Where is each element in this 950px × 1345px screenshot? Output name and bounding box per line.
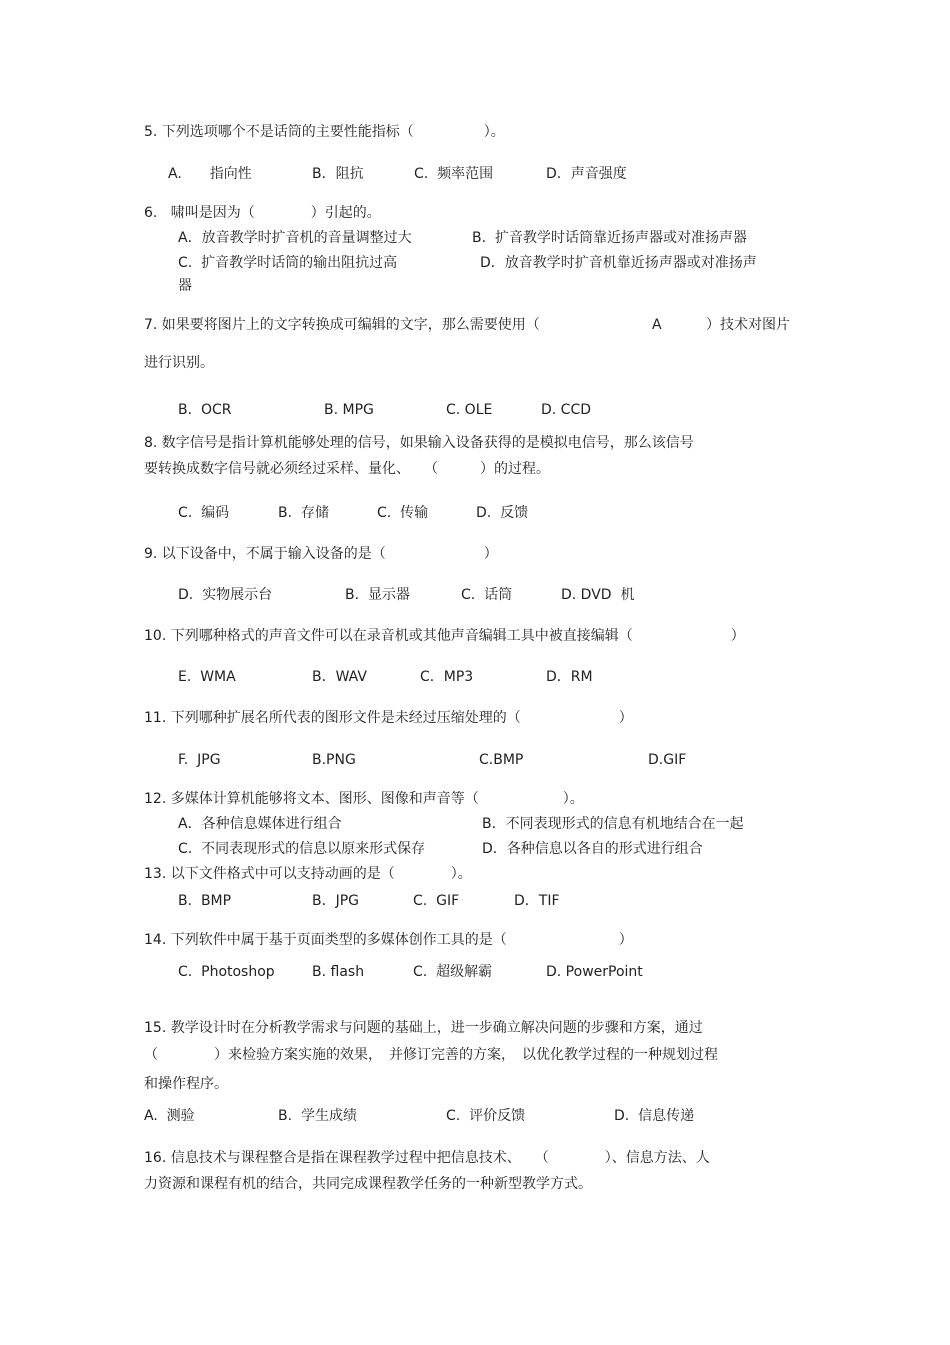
question-14-option-c: C. 超级解霸 — [413, 964, 493, 980]
question-11-stem: 11. 下列哪种扩展名所代表的图形文件是未经过压缩处理的（ ） — [144, 710, 633, 726]
question-7-stem: 7. 如果要将图片上的文字转换成可编辑的文字，那么需要使用（ — [144, 317, 540, 333]
question-8-option-a: C. 编码 — [178, 505, 230, 521]
question-9-option-d: D. DVD 机 — [561, 587, 635, 603]
question-6-option-d-continued: 器 — [178, 278, 192, 294]
question-10-stem: 10. 下列哪种格式的声音文件可以在录音机或其他声音编辑工具中被直接编辑（ ） — [144, 628, 745, 644]
question-15-line3: 和操作程序。 — [144, 1076, 228, 1092]
question-10-option-c: C．MP3 — [420, 669, 474, 685]
question-14-option-b: B. flash — [312, 964, 365, 980]
question-12-option-c: C. 不同表现形式的信息以原来形式保存 — [178, 841, 426, 857]
question-13-option-b: B．JPG — [312, 893, 360, 909]
question-6-option-c: C. 扩音教学时话筒的输出阻抗过高 — [178, 255, 398, 271]
question-10-option-b: B．WAV — [312, 669, 367, 685]
question-5-stem: 5. 下列选项哪个不是话筒的主要性能指标（ ）。 — [144, 124, 505, 140]
question-6-option-b: B. 扩音教学时话筒靠近扬声器或对准扬声器 — [472, 230, 747, 246]
question-11-option-d: D.GIF — [648, 752, 687, 768]
question-7-option-a: B. OCR — [178, 402, 232, 418]
question-7-option-d: D. CCD — [541, 402, 592, 418]
question-5-option-b: B．阻抗 — [312, 166, 364, 182]
question-7-stem-line2: 进行识别。 — [144, 355, 214, 371]
question-13-stem: 13. 以下文件格式中可以支持动画的是（ ）。 — [144, 866, 472, 882]
question-11-option-a: F. JPG — [178, 752, 221, 768]
question-5-option-c: C. 频率范围 — [414, 166, 494, 182]
question-10-option-d: D．RM — [546, 669, 593, 685]
question-12-option-b: B．不同表现形式的信息有机地结合在一起 — [482, 816, 744, 832]
question-14-option-d: D. PowerPoint — [546, 964, 643, 980]
question-12-stem: 12. 多媒体计算机能够将文本、图形、图像和声音等（ ）。 — [144, 791, 584, 807]
question-13-option-a: B. BMP — [178, 893, 232, 909]
question-15-line1: 15. 教学设计时在分析教学需求与问题的基础上，进一步确立解决问题的步骤和方案，通过 — [144, 1020, 703, 1036]
question-13-option-c: C. GIF — [413, 893, 460, 909]
question-8-option-d: D. 反馈 — [476, 505, 529, 521]
question-12-option-d: D．各种信息以各自的形式进行组合 — [482, 841, 703, 857]
question-13-option-d: D．TIF — [514, 893, 560, 909]
question-6-option-d: D．放音教学时扩音机靠近扬声器或对准扬声 — [480, 255, 757, 271]
question-8-line1: 8. 数字信号是指计算机能够处理的信号，如果输入设备获得的是模拟电信号，那么该信号 — [144, 435, 694, 451]
question-9-option-a: D. 实物展示台 — [178, 587, 273, 603]
question-15-option-a: A. 测验 — [144, 1108, 195, 1124]
question-8-option-b: B. 存储 — [278, 505, 329, 521]
question-15-option-b: B. 学生成绩 — [278, 1108, 357, 1124]
question-7-answer: A — [652, 317, 662, 333]
question-14-stem: 14. 下列软件中属于基于页面类型的多媒体创作工具的是（ ） — [144, 932, 633, 948]
question-15-line2: （ ）来检验方案实施的效果， 并修订完善的方案， 以优化教学过程的一种规划过程 — [144, 1047, 718, 1063]
question-16-line1: 16. 信息技术与课程整合是指在课程教学过程中把信息技术、 （ ）、信息方法、人 — [144, 1150, 710, 1166]
question-8-line2: 要转换成数字信号就必须经过采样、量化、 （ ）的过程。 — [144, 461, 550, 477]
question-5-option-a: A. 指向性 — [168, 166, 252, 182]
question-7-stem-end: ）技术对图片 — [706, 317, 790, 333]
question-15-option-c: C. 评价反馈 — [446, 1108, 526, 1124]
question-8-option-c: C. 传输 — [377, 505, 429, 521]
question-14-option-a: C. Photoshop — [178, 964, 275, 980]
question-6-stem: 6. 啸叫是因为（ ）引起的。 — [144, 205, 381, 221]
question-10-option-a: E. WMA — [178, 669, 236, 685]
question-7-option-c: C. OLE — [446, 402, 493, 418]
question-9-option-c: C. 话筒 — [461, 587, 513, 603]
question-11-option-b: B.PNG — [312, 752, 356, 768]
question-7-option-b: B. MPG — [324, 402, 374, 418]
question-15-option-d: D. 信息传递 — [614, 1108, 695, 1124]
question-9-option-b: B. 显示器 — [345, 587, 410, 603]
question-12-option-a: A．各种信息媒体进行组合 — [178, 816, 342, 832]
question-6-option-a: A．放音教学时扩音机的音量调整过大 — [178, 230, 412, 246]
question-5-option-d: D．声音强度 — [546, 166, 627, 182]
question-11-option-c: C.BMP — [479, 752, 524, 768]
question-9-stem: 9. 以下设备中，不属于输入设备的是（ ） — [144, 546, 498, 562]
question-16-line2: 力资源和课程有机的结合，共同完成课程教学任务的一种新型教学方式。 — [144, 1176, 592, 1192]
